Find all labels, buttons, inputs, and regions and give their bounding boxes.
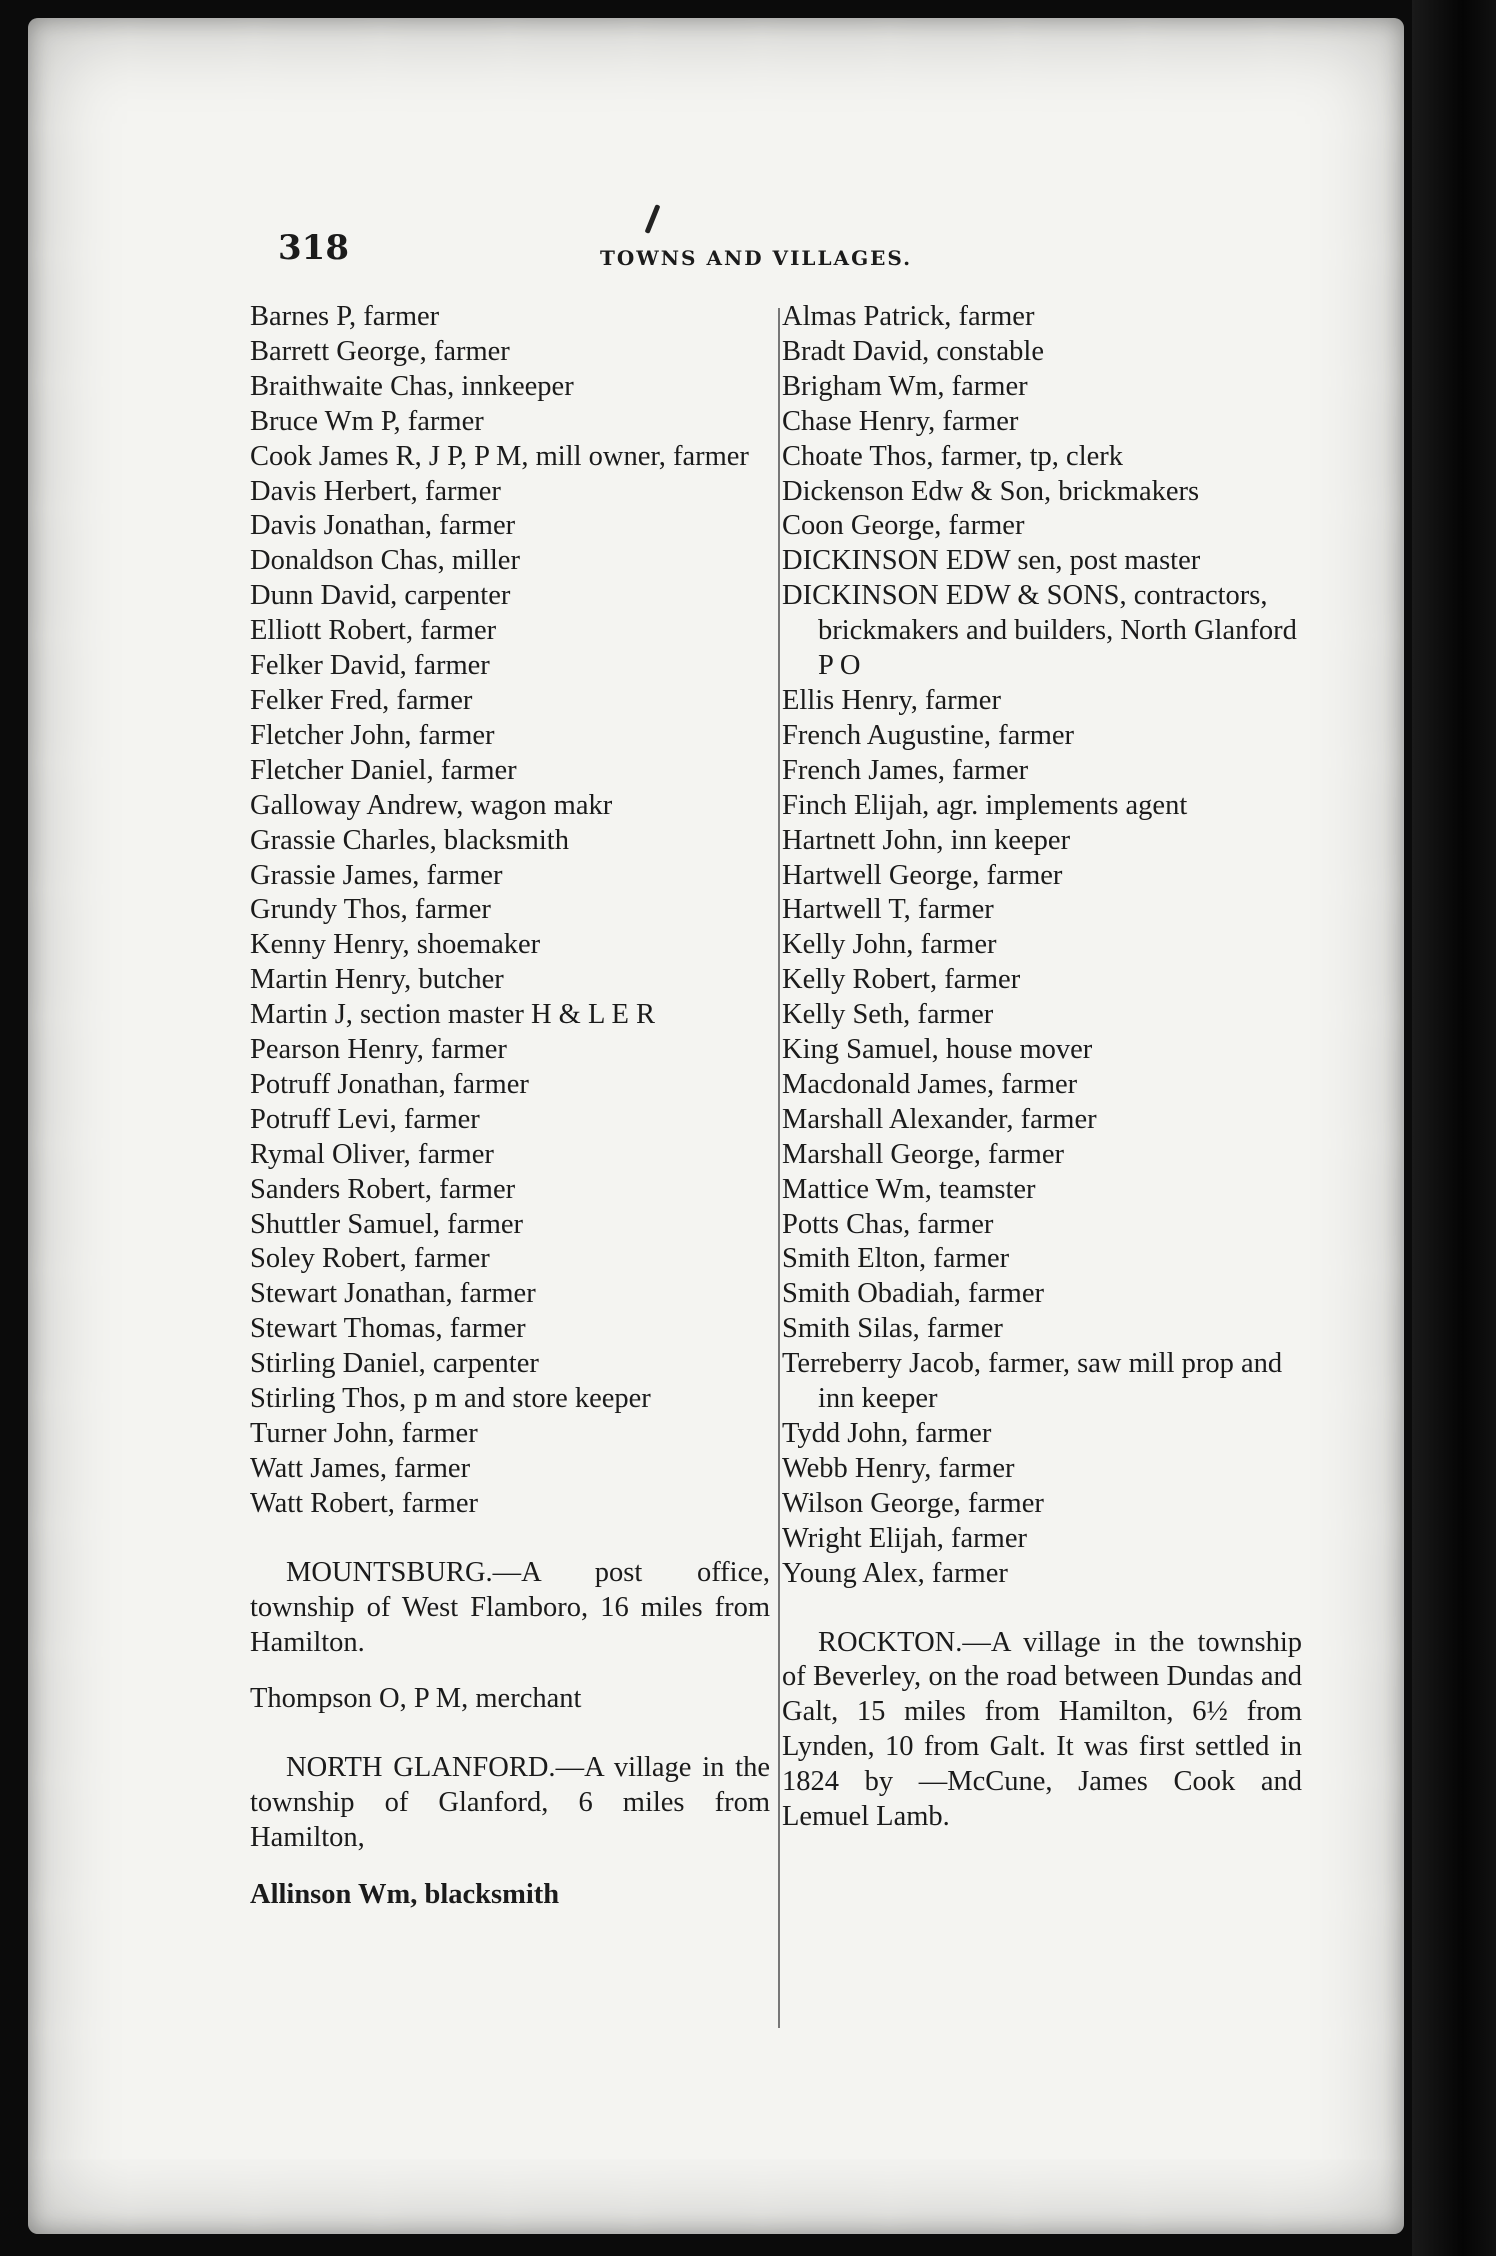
mountsburg-text: —A post office, township of West Flamboro, 16 miles from Hamilton. — [250, 1556, 770, 1658]
left-column — [250, 300, 770, 1913]
list-item: Finch Elijah, agr. implements agent — [782, 789, 1188, 821]
list-item: Smith Silas, farmer — [782, 1313, 1003, 1345]
list-item: Stirling Daniel, carpenter — [250, 1348, 539, 1380]
list-item: Chase Henry, farmer — [782, 405, 1019, 437]
list-item: Marshall George, farmer — [782, 1138, 1064, 1170]
list-item: Pearson Henry, farmer — [250, 1034, 507, 1066]
list-item: Shuttler Samuel, farmer — [250, 1208, 524, 1240]
list-item: Kelly Seth, farmer — [782, 999, 994, 1031]
running-head: TOWNS AND VILLAGES. — [600, 246, 913, 270]
list-item: King Samuel, house mover — [782, 1034, 1093, 1066]
list-item: Wright Elijah, farmer — [782, 1522, 1027, 1554]
scan-edge — [1412, 0, 1496, 2256]
list-item: Bruce Wm P, farmer — [250, 405, 484, 437]
list-item: DICKINSON EDW sen, post master — [782, 545, 1201, 577]
list-item: Smith Obadiah, farmer — [782, 1278, 1044, 1310]
north-glanford-heading: NORTH GLANFORD. — [286, 1752, 556, 1784]
list-item: Kenny Henry, shoemaker — [250, 929, 541, 961]
list-item: Hartnett John, inn keeper — [782, 824, 1071, 856]
list-item: Galloway Andrew, wagon makr — [250, 789, 613, 821]
rockton-description — [782, 1626, 1302, 1835]
list-item: Turner John, farmer — [250, 1418, 478, 1449]
list-item: Kelly John, farmer — [782, 929, 997, 961]
list-item: Hartwell George, farmer — [782, 859, 1063, 891]
list-item: Potruff Levi, farmer — [250, 1103, 480, 1135]
mountsburg-description — [250, 1556, 770, 1661]
list-item: Potts Chas, farmer — [782, 1208, 994, 1240]
list-item: Bradt David, constable — [782, 335, 1044, 367]
list-item: Tydd John, farmer — [782, 1418, 992, 1449]
directory-page — [28, 18, 1404, 2234]
rockton-text: —A village in the township of Beverley, on the road between Dundas and Galt, 15 miles from Hamilton, 6½ from Lynden, 10 from Galt. It was first settled in 1824 by —McCune, James Cook and Lemuel Lamb. — [782, 1626, 1302, 1833]
list-item: Webb Henry, farmer — [782, 1452, 1015, 1484]
list-item: Wilson George, farmer — [782, 1487, 1044, 1519]
list-item: Dickenson Edw & Son, brickmakers — [782, 475, 1200, 507]
ink-mark — [645, 204, 661, 234]
north-glanford-text: —A village in the township of Glanford, 6 miles from Hamilton, — [250, 1752, 770, 1854]
right-column — [782, 300, 1302, 1835]
list-item: Grassie Charles, blacksmith — [250, 824, 569, 856]
list-item: Barnes P, farmer — [250, 301, 440, 332]
list-item: Felker Fred, farmer — [250, 684, 473, 716]
list-item: Davis Herbert, farmer — [250, 475, 501, 507]
list-item: Dunn David, carpenter — [250, 580, 511, 612]
right-entry-list — [782, 300, 1302, 1592]
list-item: Felker David, farmer — [250, 650, 490, 682]
list-item: Thompson O, P M, merchant — [250, 1683, 582, 1715]
north-glanford-description — [250, 1751, 770, 1856]
list-item: Marshall Alexander, farmer — [782, 1103, 1097, 1135]
list-item: Stewart Jonathan, farmer — [250, 1278, 536, 1310]
list-item: Braithwaite Chas, innkeeper — [250, 370, 574, 402]
list-item: Young Alex, farmer — [782, 1557, 1008, 1589]
left-entry-list — [250, 300, 770, 1522]
rockton-heading: ROCKTON. — [818, 1626, 963, 1658]
list-item: Martin Henry, butcher — [250, 964, 504, 996]
list-item: Ellis Henry, farmer — [782, 684, 1001, 716]
list-item: Davis Jonathan, farmer — [250, 510, 516, 542]
list-item: Watt James, farmer — [250, 1452, 471, 1484]
list-item: Stewart Thomas, farmer — [250, 1313, 526, 1345]
list-item: Stirling Thos, p m and store keeper — [250, 1383, 651, 1415]
list-item: Potruff Jonathan, farmer — [250, 1068, 529, 1100]
list-item: Hartwell T, farmer — [782, 894, 994, 926]
list-item: Martin J, section master H & L E R — [250, 999, 655, 1031]
list-item: Allinson Wm, blacksmith — [250, 1879, 560, 1911]
list-item: Cook James R, J P, P M, mill owner, farmer — [250, 440, 749, 472]
list-item: Sanders Robert, farmer — [250, 1173, 516, 1205]
page-number: 318 — [278, 228, 349, 268]
list-item: French Augustine, farmer — [782, 719, 1075, 751]
list-item: Almas Patrick, farmer — [782, 301, 1035, 332]
list-item: Elliott Robert, farmer — [250, 615, 497, 647]
list-item: Fletcher John, farmer — [250, 719, 495, 751]
list-item: Brigham Wm, farmer — [782, 370, 1028, 402]
list-item: Terreberry Jacob, farmer, saw mill prop and inn keeper — [782, 1348, 1283, 1415]
list-item: Fletcher Daniel, farmer — [250, 754, 517, 786]
list-item: Mattice Wm, teamster — [782, 1173, 1036, 1205]
list-item: Macdonald James, farmer — [782, 1068, 1078, 1100]
list-item: Coon George, farmer — [782, 510, 1025, 542]
list-item: Choate Thos, farmer, tp, clerk — [782, 440, 1124, 472]
list-item: Grassie James, farmer — [250, 859, 503, 891]
list-item: Smith Elton, farmer — [782, 1243, 1010, 1275]
list-item: Barrett George, farmer — [250, 335, 510, 367]
list-item: Soley Robert, farmer — [250, 1243, 490, 1275]
list-item: Watt Robert, farmer — [250, 1487, 478, 1519]
list-item: Rymal Oliver, farmer — [250, 1138, 494, 1170]
mountsburg-heading: MOUNTSBURG. — [286, 1556, 493, 1588]
list-item: Kelly Robert, farmer — [782, 964, 1021, 996]
list-item: Donaldson Chas, miller — [250, 545, 520, 577]
list-item: French James, farmer — [782, 754, 1029, 786]
column-divider — [778, 308, 780, 2028]
list-item: DICKINSON EDW & SONS, contractors, brickmakers and builders, North Glanford P O — [782, 580, 1297, 682]
list-item: Grundy Thos, farmer — [250, 894, 491, 926]
